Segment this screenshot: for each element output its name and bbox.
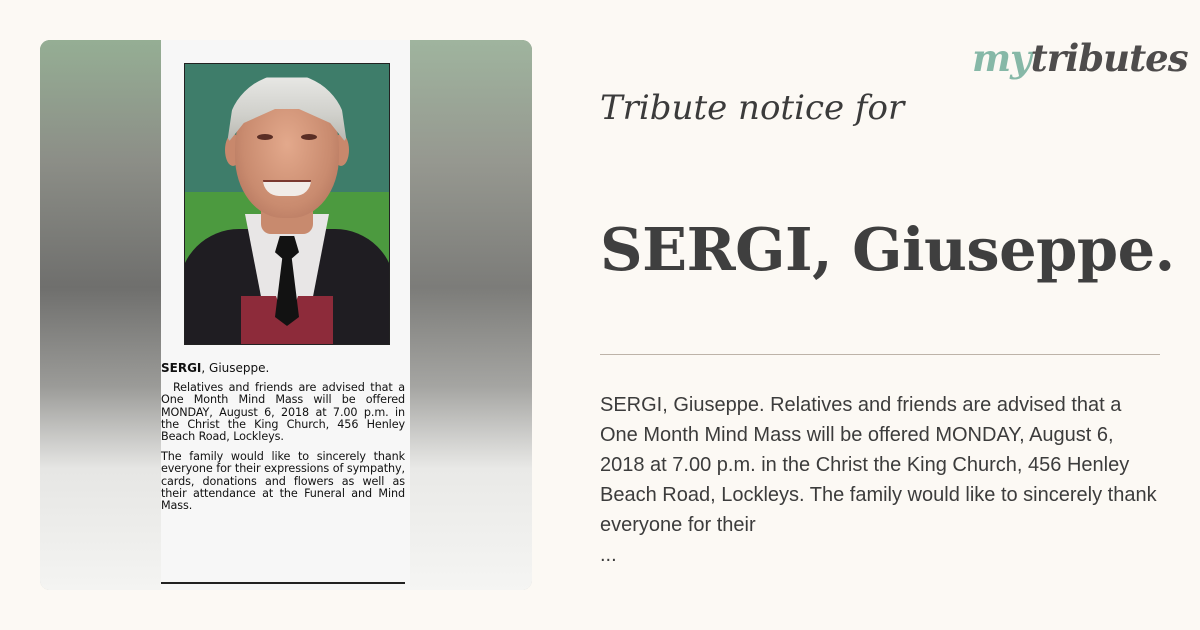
logo-tributes: tributes: [1030, 36, 1188, 80]
mytributes-logo[interactable]: [972, 36, 1188, 80]
portrait-photo: [184, 63, 390, 345]
tribute-notice-label: Tribute notice for: [600, 88, 905, 128]
divider: [600, 354, 1160, 355]
blurred-background-right: [410, 40, 532, 590]
notice-summary: [600, 390, 1160, 570]
clipping-bottom-rule: [161, 582, 405, 584]
deceased-name: SERGI, Giuseppe.: [600, 215, 1175, 284]
newspaper-clipping: [161, 40, 410, 590]
clipping-name: SERGI, Giuseppe.: [161, 361, 270, 375]
summary-text: SERGI, Giuseppe. Relatives and friends are advised that a One Month Mind Mass will be offered MONDAY, August 6, 2018 at 7.00 p.m. in the Christ the King Church, 456 Henley Beach Road, Lockleys. The family would like to sincerely thank everyone for their: [600, 394, 1157, 536]
clipping-text: [161, 362, 405, 520]
summary-ellipsis: ...: [600, 544, 617, 566]
blurred-background-left: [40, 40, 162, 590]
clipping-paragraph-1: Relatives and friends are advised that a One Month Mind Mass will be offered MONDAY, August 6, 2018 at 7.00 p.m. in the Christ the King Church, 456 Henley Beach Road, Lockleys.: [161, 381, 405, 444]
logo-my: my: [972, 36, 1031, 80]
tribute-notice-image: [40, 40, 532, 590]
clipping-paragraph-2: The family would like to sincerely thank everyone for their expressions of sympathy, cards, donations and flowers as well as their attendance at the Funeral and Mind Mass.: [161, 450, 405, 513]
